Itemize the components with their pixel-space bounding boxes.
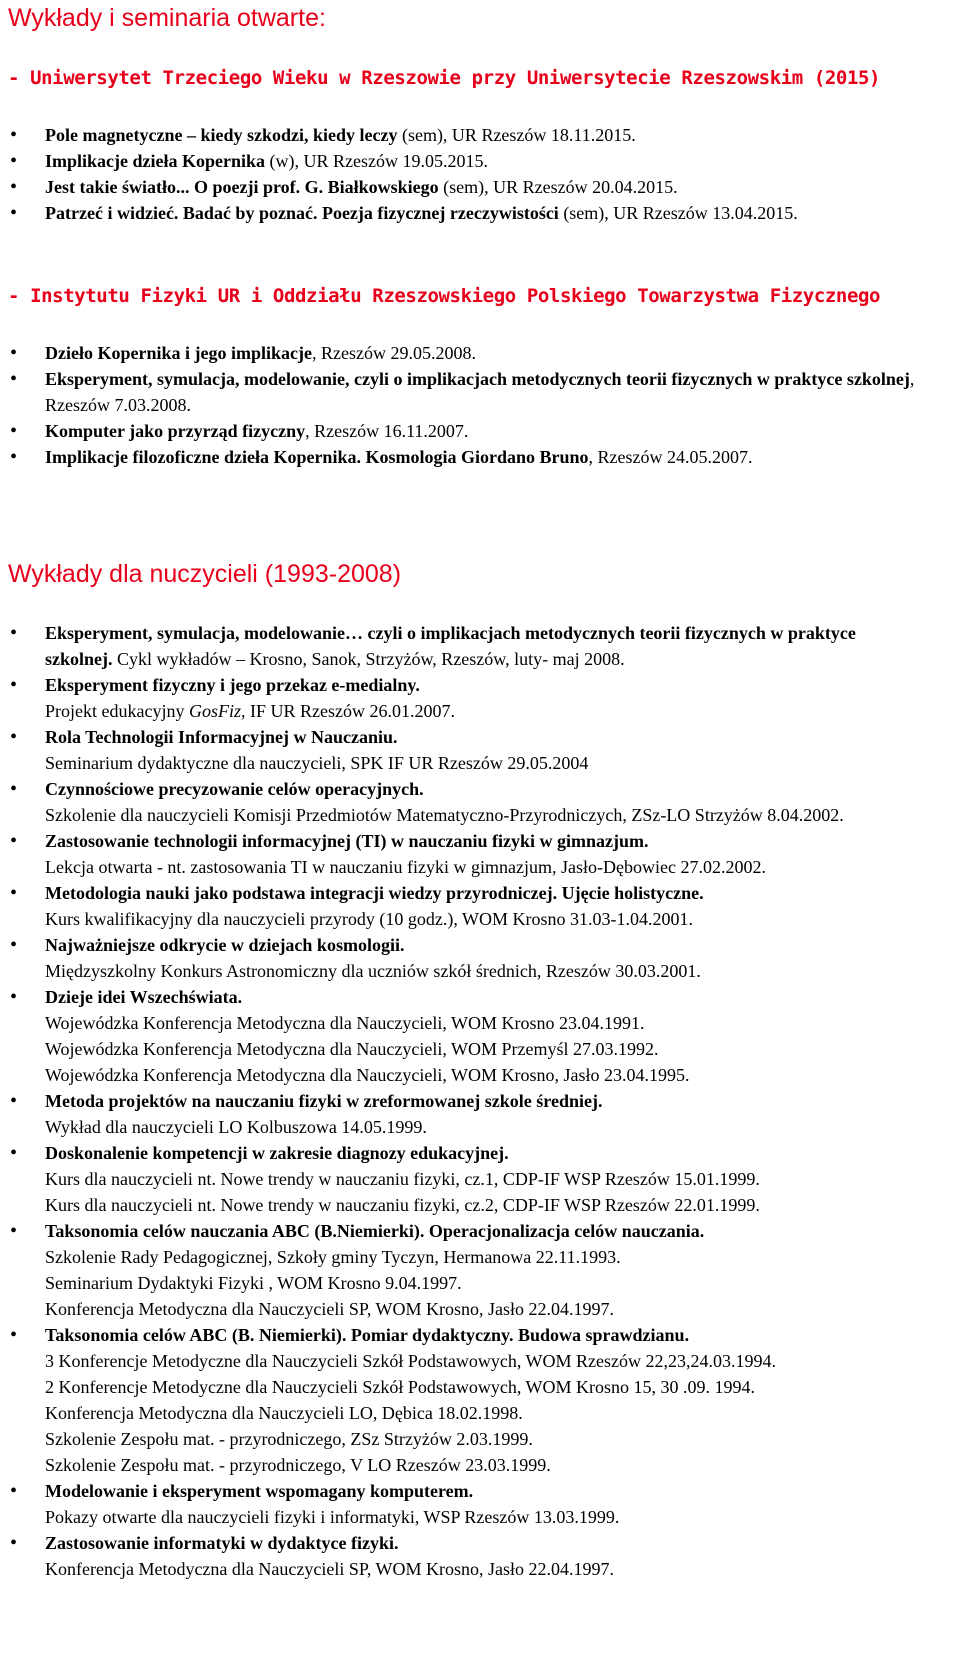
lecture-details: Seminarium Dydaktyki Fizyki , WOM Krosno 9.04.1997. [45, 1273, 462, 1293]
project-name: GosFiz [188, 701, 241, 721]
lecture-title: Jest takie światło... O poezji prof. G. Białkowskiego [45, 177, 439, 197]
lecture-details: (sem), UR Rzeszów 13.04.2015. [558, 203, 798, 223]
list-item [0, 880, 960, 932]
lecture-title: Pole magnetyczne – kiedy szkodzi, kiedy leczy [45, 125, 398, 145]
lecture-details: , Rzeszów 29.05.2008. [311, 343, 476, 363]
lecture-details: (w), UR Rzeszów 19.05.2015. [265, 151, 488, 171]
lecture-details: 2 Konferencje Metodyczne dla Nauczycieli Szkół Podstawowych, WOM Krosno 15, 30 .09. 1994. [45, 1377, 756, 1397]
list-item [0, 672, 960, 724]
lecture-title: Implikacje dzieła Kopernika [45, 151, 265, 171]
list-item [0, 724, 960, 776]
lecture-details: Szkolenie dla nauczycieli Komisji Przedmiotów Matematyczno-Przyrodniczych, ZSz-LO Strzyżów 8.04.2002. [45, 805, 844, 825]
lecture-title: • Taksonomia celów ABC (B. Niemierki). Pomiar dydaktyczny. Budowa sprawdzianu. [45, 1325, 690, 1345]
list-item [0, 932, 960, 984]
list-item [0, 1322, 960, 1478]
list-item [0, 148, 960, 174]
list-item [0, 200, 960, 226]
list-item [0, 620, 960, 672]
lecture-details: Konferencja Metodyczna dla Nauczycieli SP, WOM Krosno, Jasło 22.04.1997. [45, 1299, 615, 1319]
list-item [0, 340, 960, 366]
lecture-details: Szkolenie Rady Pedagogicznej, Szkoły gminy Tyczyn, Hermanowa 22.11.1993. [45, 1247, 621, 1267]
list-item [0, 1478, 960, 1530]
lecture-title: • Czynnościowe precyzowanie celów operacyjnych. [45, 779, 424, 799]
lecture-title: Dzieło Kopernika i jego implikacje [45, 343, 312, 363]
lecture-details: Konferencja Metodyczna dla Nauczycieli SP, WOM Krosno, Jasło 22.04.1997. [45, 1559, 615, 1579]
lecture-details: Wojewódzka Konferencja Metodyczna dla Nauczycieli, WOM Przemyśl 27.03.1992. [45, 1039, 659, 1059]
lecture-details: Seminarium dydaktyczne dla nauczycieli, SPK IF UR Rzeszów 29.05.2004 [45, 753, 589, 773]
lecture-details: Projekt edukacyjny [45, 701, 189, 721]
list-item [0, 1088, 960, 1140]
list-item [0, 418, 960, 444]
lecture-title: • Rola Technologii Informacyjnej w Nauczaniu. [45, 727, 398, 747]
lecture-title: Komputer jako przyrząd fizyczny [45, 421, 306, 441]
lecture-title: Eksperyment, symulacja, modelowanie… czyli o implikacjach metodycznych teorii fizycznych w praktyce szkolnej. [45, 623, 856, 669]
teacher-lecture-list [0, 620, 960, 1582]
lecture-details: Kurs kwalifikacyjny dla nauczycieli przyrody (10 godz.), WOM Krosno 31.03-1.04.2001. [45, 909, 694, 929]
section-title-teacher-lectures: Wykłady dla nuczycieli (1993-2008) [8, 560, 402, 588]
lecture-details: , Rzeszów 16.11.2007. [305, 421, 469, 441]
lecture-title: • Metodologia nauki jako podstawa integracji wiedzy przyrodniczej. Ujęcie holistyczne. [45, 883, 704, 903]
lecture-title: • Doskonalenie kompetencji w zakresie diagnozy edukacyjnej. [45, 1143, 509, 1163]
lecture-details: Lekcja otwarta - nt. zastosowania TI w nauczaniu fizyki w gimnazjum, Jasło-Dębowiec 27.02.2002. [45, 857, 766, 877]
lecture-title: Implikacje filozoficzne dzieła Kopernika. Kosmologia Giordano Bruno [45, 447, 589, 467]
lecture-details: Szkolenie Zespołu mat. - przyrodniczego, V LO Rzeszów 23.03.1999. [45, 1455, 551, 1475]
lecture-details: Kurs dla nauczycieli nt. Nowe trendy w nauczaniu fizyki, cz.2, CDP-IF WSP Rzeszów 22.01.1999. [45, 1195, 760, 1215]
lecture-details: , Rzeszów 7.03.2008. [45, 369, 915, 415]
lecture-details: , Rzeszów 24.05.2007. [588, 447, 753, 467]
lecture-details: Wojewódzka Konferencja Metodyczna dla Nauczycieli, WOM Krosno 23.04.1991. [45, 1013, 645, 1033]
list-item [0, 1140, 960, 1218]
list-item [0, 174, 960, 200]
lecture-title: • Najważniejsze odkrycie w dziejach kosmologii. [45, 935, 405, 955]
list-item [0, 984, 960, 1088]
list-item [0, 828, 960, 880]
lecture-details: Kurs dla nauczycieli nt. Nowe trendy w nauczaniu fizyki, cz.1, CDP-IF WSP Rzeszów 15.01.1999. [45, 1169, 760, 1189]
lecture-details: (sem), UR Rzeszów 18.11.2015. [397, 125, 636, 145]
list-item [0, 366, 960, 418]
lecture-details: (sem), UR Rzeszów 20.04.2015. [438, 177, 678, 197]
section-title-open-lectures: Wykłady i seminaria otwarte: [8, 4, 326, 32]
list-item [0, 1218, 960, 1322]
lecture-title: • Taksonomia celów nauczania ABC (B.Niemierki). Operacjonalizacja celów nauczania. [45, 1221, 705, 1241]
lecture-title: • Modelowanie i eksperyment wspomagany komputerem. [45, 1481, 474, 1501]
subsection-title-utw: - Uniwersytet Trzeciego Wieku w Rzeszowie przy Uniwersytecie Rzeszowskim (2015) [8, 67, 881, 89]
lecture-details: Wykład dla nauczycieli LO Kolbuszowa 14.05.1999. [45, 1117, 427, 1137]
list-item [0, 444, 960, 470]
lecture-title: Patrzeć i widzieć. Badać by poznać. Poezja fizycznej rzeczywistości [45, 203, 559, 223]
lecture-details: , IF UR Rzeszów 26.01.2007. [240, 701, 455, 721]
lecture-title: • Zastosowanie technologii informacyjnej (TI) w nauczaniu fizyki w gimnazjum. [45, 831, 649, 851]
lecture-details: Konferencja Metodyczna dla Nauczycieli LO, Dębica 18.02.1998. [45, 1403, 523, 1423]
lecture-title: • Eksperyment fizyczny i jego przekaz e-medialny. [45, 675, 420, 695]
lecture-title: Eksperyment, symulacja, modelowanie, czyli o implikacjach metodycznych teorii fizycznych w praktyce szkolnej [45, 369, 910, 389]
subsection-title-if-ur: - Instytutu Fizyki UR i Oddziału Rzeszowskiego Polskiego Towarzystwa Fizycznego [8, 285, 881, 307]
if-ur-lecture-list [0, 340, 960, 470]
lecture-details: 3 Konferencje Metodyczne dla Nauczycieli Szkół Podstawowych, WOM Rzeszów 22,23,24.03.1994. [45, 1351, 776, 1371]
lecture-details: Wojewódzka Konferencja Metodyczna dla Nauczycieli, WOM Krosno, Jasło 23.04.1995. [45, 1065, 690, 1085]
list-item [0, 122, 960, 148]
lecture-title: • Metoda projektów na nauczaniu fizyki w zreformowanej szkole średniej. [45, 1091, 603, 1111]
list-item [0, 1530, 960, 1582]
lecture-title: • Zastosowanie informatyki w dydaktyce fizyki. [45, 1533, 399, 1553]
lecture-details: Międzyszkolny Konkurs Astronomiczny dla uczniów szkół średnich, Rzeszów 30.03.2001. [45, 961, 701, 981]
list-item [0, 776, 960, 828]
lecture-details: Szkolenie Zespołu mat. - przyrodniczego, ZSz Strzyżów 2.03.1999. [45, 1429, 533, 1449]
lecture-title: • Dzieje idei Wszechświata. [45, 987, 243, 1007]
utw-lecture-list [0, 122, 960, 226]
lecture-details: Cykl wykładów – Krosno, Sanok, Strzyżów, Rzeszów, luty- maj 2008. [112, 649, 625, 669]
lecture-details: Pokazy otwarte dla nauczycieli fizyki i informatyki, WSP Rzeszów 13.03.1999. [45, 1507, 620, 1527]
